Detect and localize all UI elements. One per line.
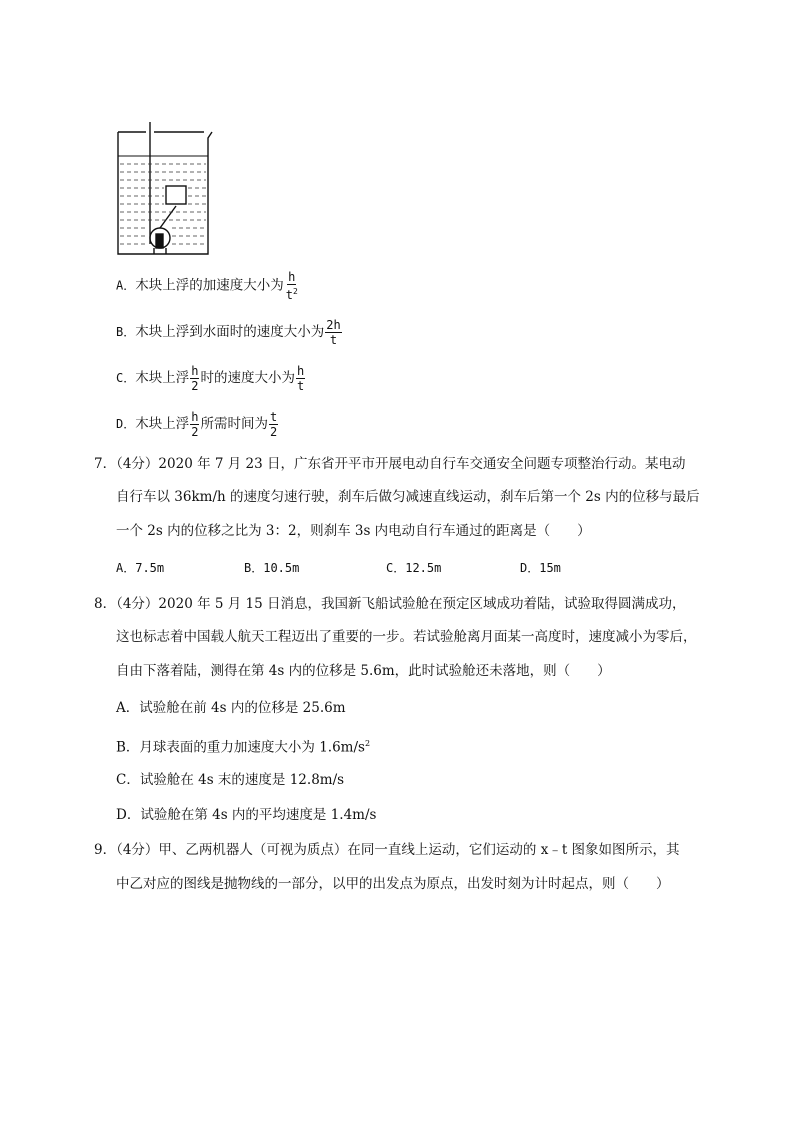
q6-option-d: D．木块上浮 $\frac{h}{2}$ 所需时间为 $\frac{t}{2}$ <box>116 410 278 439</box>
q8-line-1: 8．（4分）2020 年 5 月 15 日消息，我国新飞船试验舱在预定区域成功着陆，试验取得圆满成功， <box>94 596 686 612</box>
fraction: $\frac{h}{t^2}$ <box>285 270 298 302</box>
q8-option-c: C．试验舱在 4s 末的速度是 12.8m/s <box>116 772 345 788</box>
q7-option-a: A．7.5m <box>116 561 165 575</box>
q8-option-b: B．月球表面的重力加速度大小为 $1.6m/s^2$ <box>116 739 371 756</box>
fraction: $\frac{h}{t}$ <box>296 364 305 393</box>
q8-line-2: 这也标志着中国载人航天工程迈出了重要的一步。若试验舱离月面某一高度时，速度减小为零后， <box>116 629 697 645</box>
q8-line-3: 自由下落着陆，测得在第 4s 内的位移是 5.6m，此时试验舱还未落地，则（ ） <box>116 663 611 679</box>
q8-option-a: A．试验舱在前 4s 内的位移是 25.6m <box>116 700 346 716</box>
q7-option-b: B．10.5m <box>244 561 300 575</box>
q8-option-d: D．试验舱在第 4s 内的平均速度是 1.4m/s <box>116 807 377 823</box>
q7-option-d: D．15m <box>520 561 561 575</box>
q9-line-2: 中乙对应的图线是抛物线的一部分，以甲的出发点为原点，出发时刻为计时起点，则（ ） <box>116 876 670 892</box>
q7-option-c: C．12.5m <box>386 561 442 575</box>
q6-option-b: B．木块上浮到水面时的速度大小为 $\frac{2h}{t}$ <box>116 318 341 347</box>
q9-line-1: 9．（4分）甲、乙两机器人（可视为质点）在同一直线上运动，它们运动的 x﹣t 图象如图所示，其 <box>94 842 680 858</box>
q7-line-2: 自行车以 36km/h 的速度匀速行驶，刹车后做匀减速直线运动，刹车后第一个 2s 内的位移与最后 <box>116 489 700 505</box>
q7-line-1: 7．（4分）2020 年 7 月 23 日，广东省开平市开展电动自行车交通安全问题专项整治行动。某电动 <box>94 456 686 472</box>
q7-line-3: 一个 2s 内的位移之比为 3：2，则刹车 3s 内电动自行车通过的距离是（ ） <box>116 523 591 539</box>
fraction: $\frac{2h}{t}$ <box>326 318 341 347</box>
fraction: $\frac{h}{2}$ <box>191 364 199 393</box>
q6-option-c: C．木块上浮 $\frac{h}{2}$ 时的速度大小为 $\frac{h}{t}$ <box>116 364 305 393</box>
fraction: $\frac{t}{2}$ <box>269 410 278 439</box>
beaker-figure <box>112 120 216 258</box>
fraction: $\frac{h}{2}$ <box>191 410 199 439</box>
q6-option-a: A．木块上浮的加速度大小为 $\frac{h}{t^2}$ <box>116 270 298 302</box>
